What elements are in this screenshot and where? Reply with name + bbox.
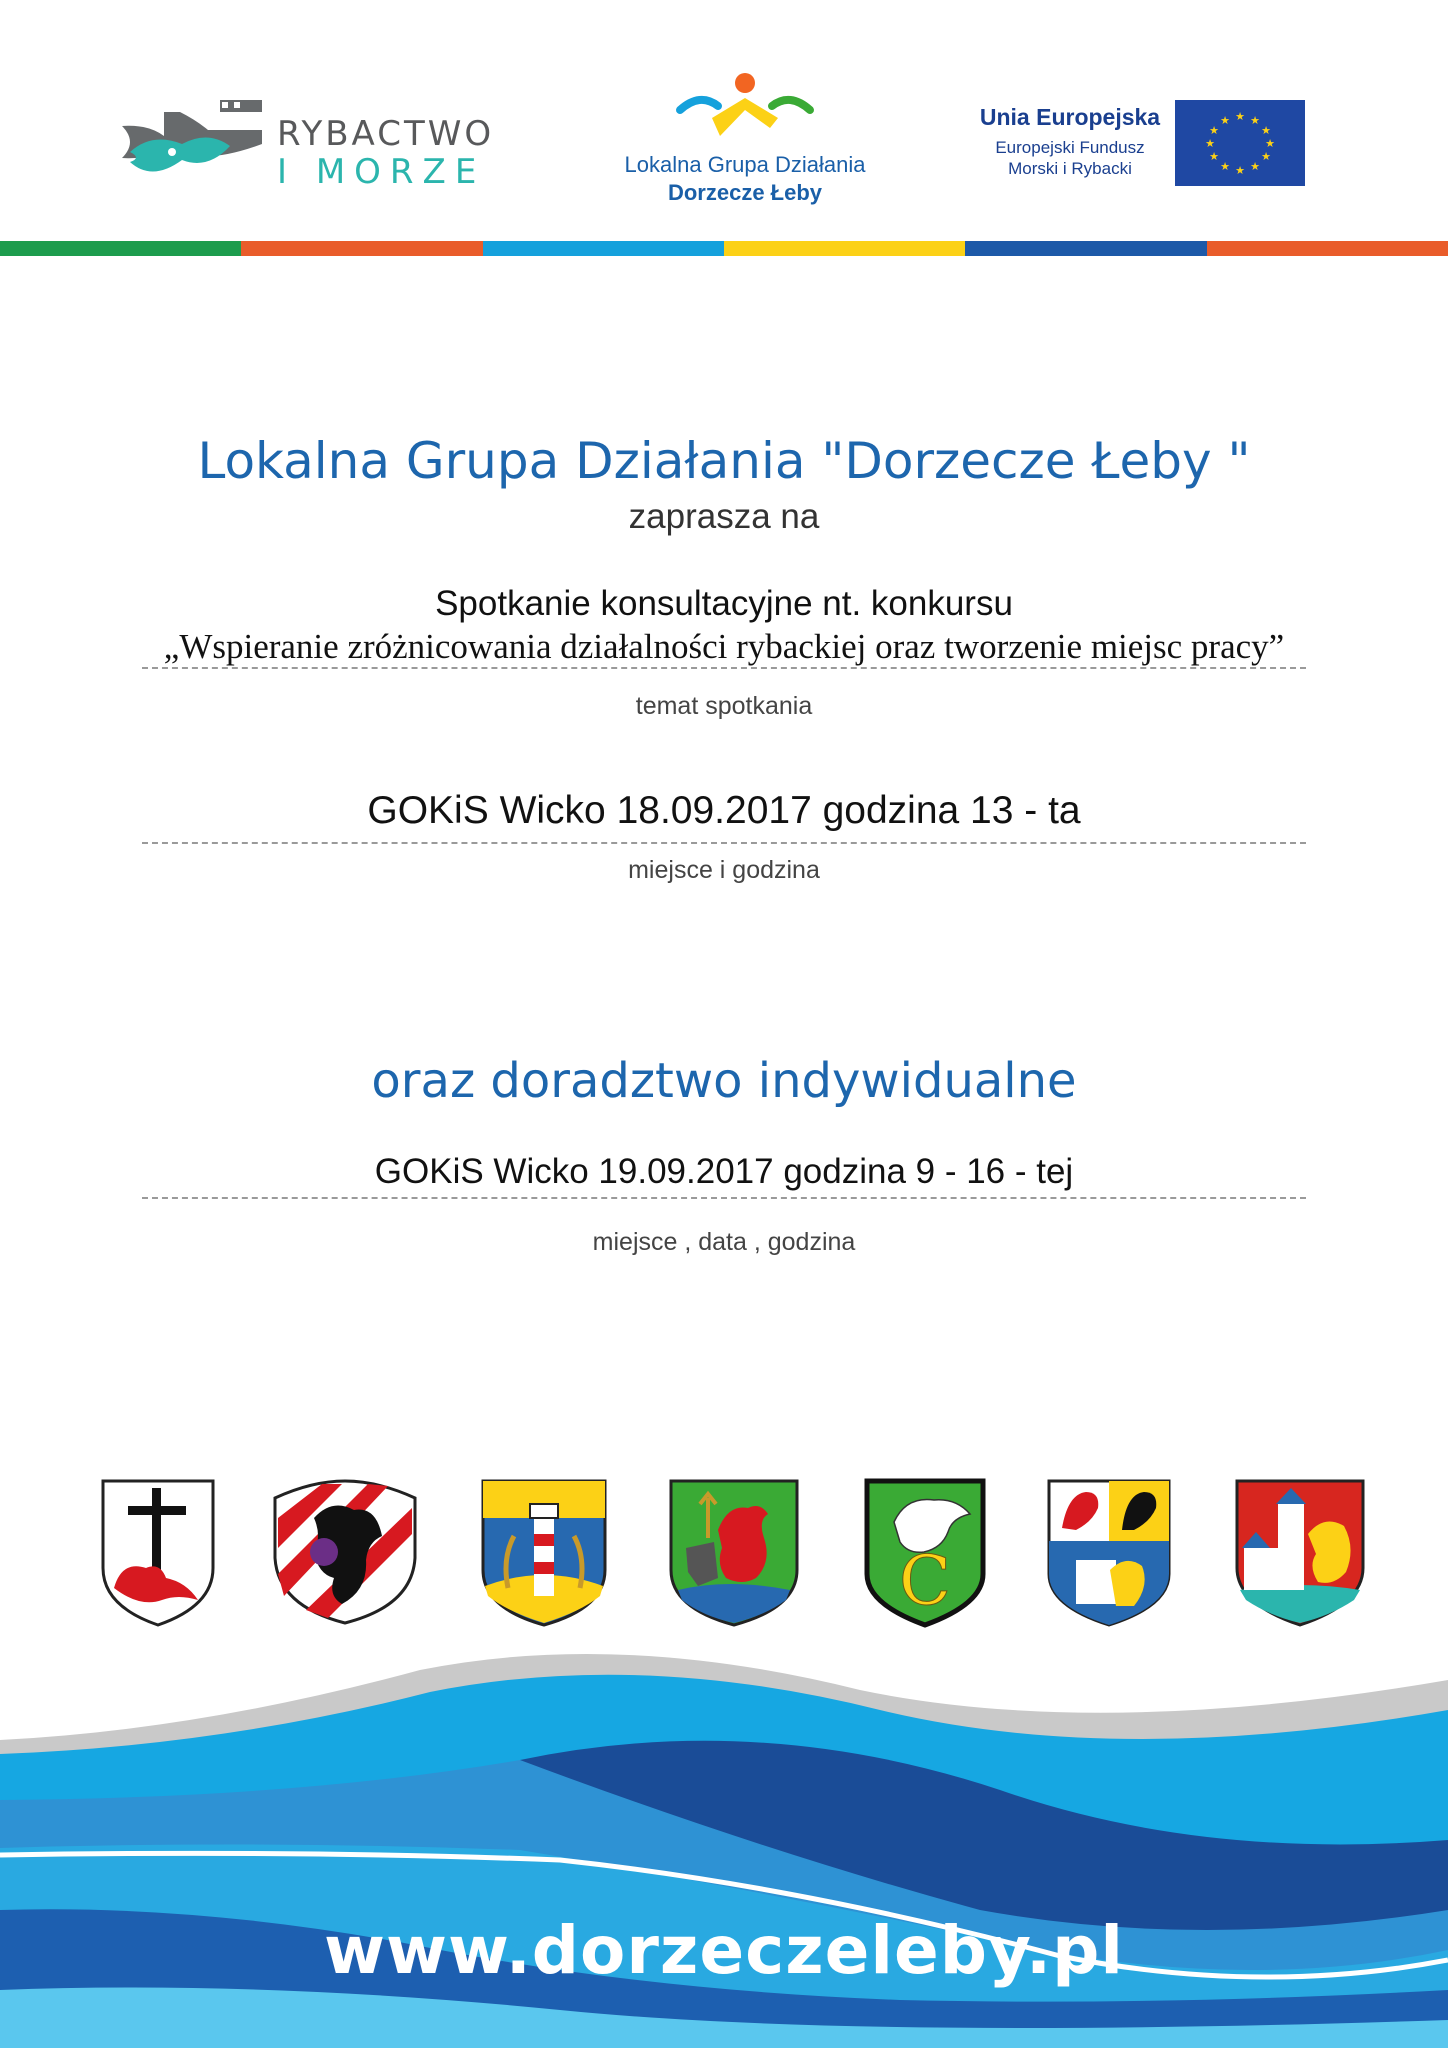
invites-text: zaprasza na: [628, 497, 820, 536]
fish-boat-icon: [112, 100, 272, 200]
svg-text:★: ★: [1220, 114, 1230, 127]
website-link[interactable]: www.dorzeczeleby.pl: [324, 1912, 1124, 1989]
svg-text:★: ★: [1250, 160, 1260, 173]
eu-logo-line1: Europejski Fundusz: [995, 138, 1145, 157]
crest-griffin-stripes-icon: [272, 1478, 418, 1626]
lgd-logo-subname: Dorzecze Łeby: [667, 180, 823, 205]
meeting-place-time: GOKiS Wicko 18.09.2017 godzina 13 - ta: [367, 789, 1081, 832]
crest-cross-griffin-icon: [100, 1478, 216, 1628]
lgd-logo-name: Lokalna Grupa Działania: [624, 152, 866, 177]
meeting-title: Spotkanie konsultacyjne nt. konkursu: [435, 584, 1013, 623]
crest-griffin-green-icon: [668, 1478, 800, 1628]
organization-title: Lokalna Grupa Działania "Dorzecze Łeby ": [197, 432, 1251, 490]
lgd-emblem-icon: [600, 70, 890, 150]
crest-castle-lion-icon: [1234, 1478, 1366, 1628]
svg-text:★: ★: [1261, 150, 1271, 163]
color-bar-cyan: [483, 241, 724, 256]
svg-text:★: ★: [1261, 124, 1271, 137]
logo-rybactwo-line1: RYBACTWO: [277, 114, 495, 154]
color-bar-yellow: [724, 241, 965, 256]
crest-griffin-c-icon: [864, 1478, 986, 1628]
topic-label: temat spotkania: [635, 692, 813, 720]
advice-label: miejsce , data , godzina: [592, 1228, 856, 1256]
svg-text:★: ★: [1265, 137, 1275, 150]
advice-title: oraz doradztwo indywidualne: [371, 1053, 1077, 1109]
place-label: miejsce i godzina: [628, 856, 820, 884]
svg-text:★: ★: [1250, 114, 1260, 127]
eu-logo-line2: Morski i Rybacki: [1008, 159, 1132, 178]
svg-text:★: ★: [1205, 137, 1215, 150]
rybactwo-i-morze-logo: [112, 100, 512, 200]
header-color-bar: [0, 241, 1448, 256]
crest-quartered-icon: [1046, 1478, 1172, 1628]
advice-place-time: GOKiS Wicko 19.09.2017 godzina 9 - 16 - tej: [374, 1152, 1074, 1191]
divider-place: [142, 842, 1306, 844]
color-bar-green: [0, 241, 241, 256]
color-bar-orange: [241, 241, 482, 256]
eu-fund-logo: [960, 98, 1310, 190]
svg-text:C: C: [898, 1542, 952, 1621]
eu-flag-icon: [1175, 100, 1305, 186]
crest-lighthouse-icon: [480, 1478, 608, 1628]
eu-logo-title: Unia Europejska: [979, 104, 1161, 130]
color-bar-orange-2: [1207, 241, 1448, 256]
divider-topic: [142, 667, 1306, 669]
svg-text:★: ★: [1209, 150, 1219, 163]
lgd-logo: [600, 70, 890, 220]
svg-text:★: ★: [1235, 110, 1245, 123]
color-bar-blue: [965, 241, 1206, 256]
svg-text:★: ★: [1235, 164, 1245, 177]
divider-advice: [142, 1197, 1306, 1199]
svg-text:★: ★: [1220, 160, 1230, 173]
contest-name: „Wspieranie zróżnicowania działalności rybackiej oraz tworzenie miejsc pracy”: [163, 627, 1285, 666]
logo-rybactwo-line2: I MORZE: [277, 152, 486, 192]
svg-text:★: ★: [1209, 124, 1219, 137]
